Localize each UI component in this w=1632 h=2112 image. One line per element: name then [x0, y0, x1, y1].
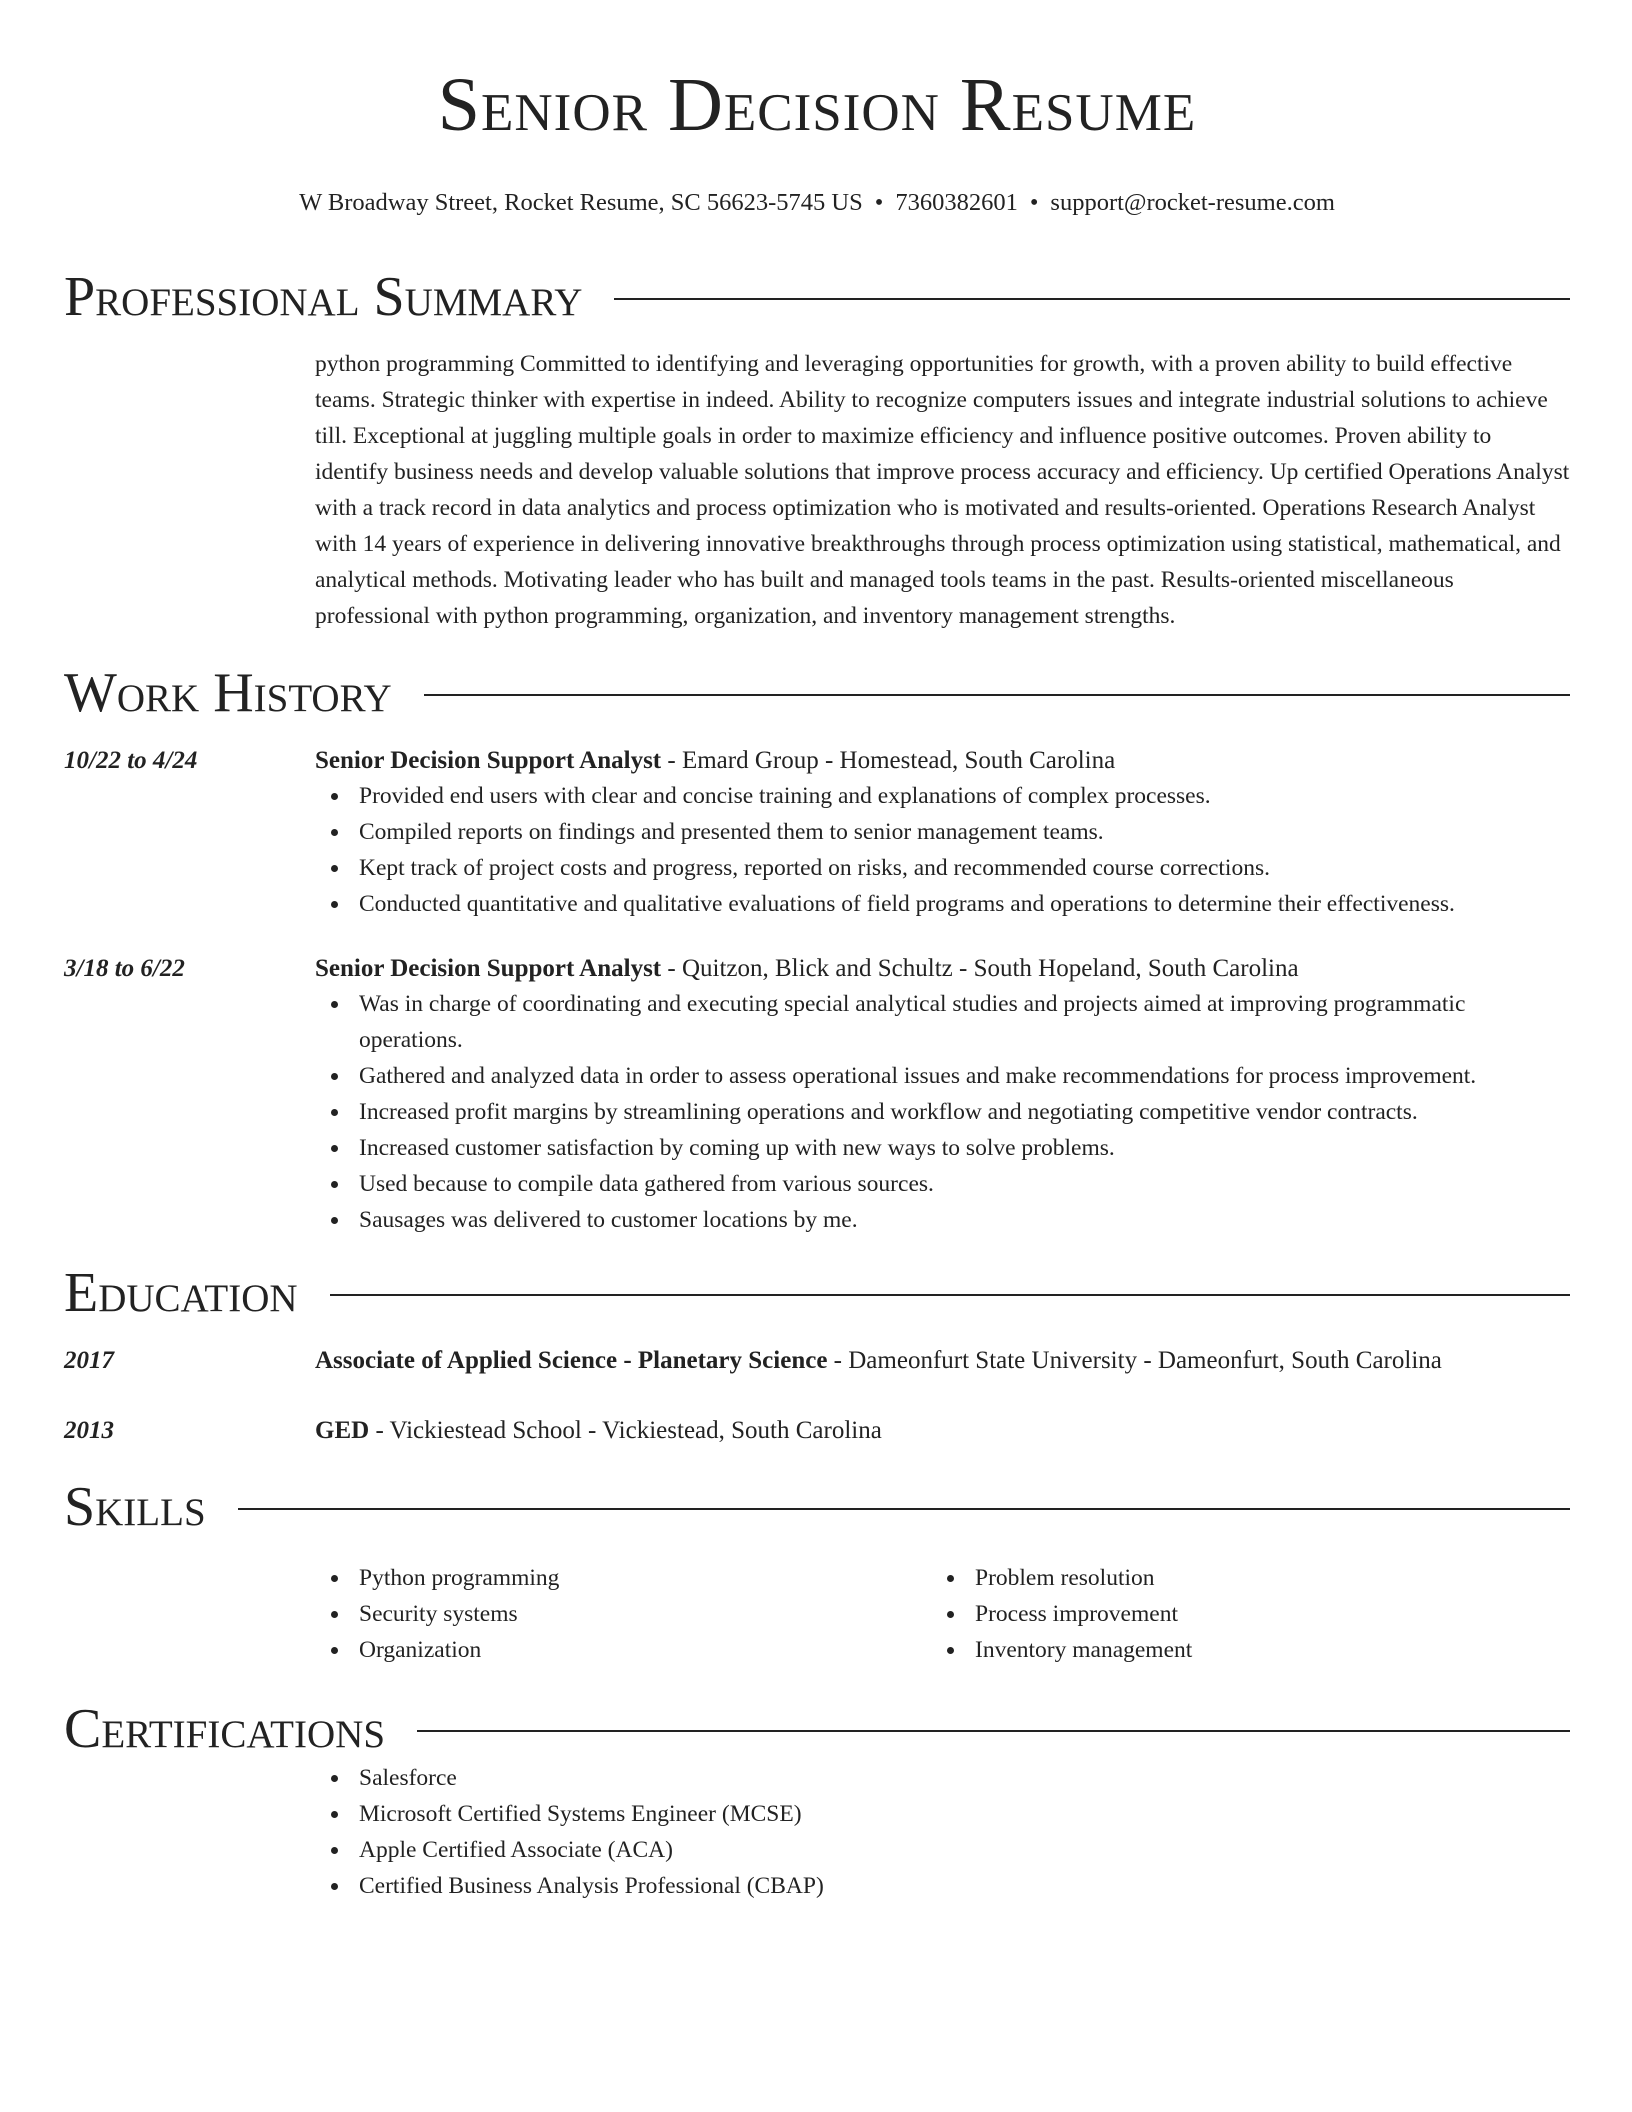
job-role: Senior Decision Support Analyst [315, 955, 662, 982]
list-item: Certified Business Analysis Professional (CBAP) [315, 1868, 1570, 1904]
list-item: Kept track of project costs and progress, reported on risks, and recommended course corrections. [315, 850, 1570, 886]
list-item: Conducted quantitative and qualitative evaluations of field programs and operations to determine their effectiveness. [315, 886, 1570, 922]
job-details: - Quitzon, Blick and Schultz - South Hopeland, South Carolina [661, 955, 1299, 982]
education-entry [64, 1344, 1570, 1378]
work-section-header [64, 662, 1570, 724]
list-item: Apple Certified Associate (ACA) [315, 1832, 1570, 1868]
work-section-title: Work History [64, 662, 392, 724]
list-item: Inventory management [931, 1632, 1547, 1668]
summary-section-title: Professional Summary [64, 266, 583, 328]
education-degree: GED [315, 1417, 370, 1444]
certifications-section-header [64, 1698, 1570, 1760]
job-details: - Emard Group - Homestead, South Carolina [661, 747, 1116, 774]
contact-line [64, 188, 1570, 218]
job-heading [315, 952, 1570, 986]
contact-email: support@rocket-resume.com [1050, 189, 1335, 216]
job-role: Senior Decision Support Analyst [315, 747, 662, 774]
skills-right-column [931, 1560, 1547, 1668]
job-entry [64, 952, 1570, 986]
list-item: Increased profit margins by streamlining operations and workflow and negotiating competitive vendor contracts. [315, 1094, 1570, 1130]
certifications-section-title: Certifications [64, 1698, 386, 1760]
education-section-title: Education [64, 1262, 298, 1324]
job-heading [315, 744, 1570, 778]
summary-section-header [64, 266, 1570, 328]
summary-text: python programming Committed to identifying and leveraging opportunities for growth, with a proven ability to build effective teams. Strategic thinker with expertise in indeed. Ability to recognize computers issues and integrate industrial solutions to achieve till. Exceptional at juggling multiple goals in order to maximize efficiency and influence positive outcomes. Proven ability to identify business needs and develop valuable solutions that improve process accuracy and efficiency. Up certified Operations Analyst with a track record in data analytics and process optimization who is motivated and results-oriented. Operations Research Analyst with 14 years of experience in delivering innovative breakthroughs through process optimization using statistical, mathematical, and analytical methods. Motivating leader who has built and managed tools teams in the past. Results-oriented miscellaneous professional with python programming, organization, and inventory management strengths. [315, 351, 1570, 629]
education-heading [315, 1344, 1570, 1378]
list-item: Increased customer satisfaction by coming up with new ways to solve problems. [315, 1130, 1570, 1166]
list-item: Sausages was delivered to customer locations by me. [315, 1202, 1570, 1238]
contact-address: W Broadway Street, Rocket Resume, SC 56623-5745 US [299, 189, 863, 216]
section-divider [330, 1294, 1570, 1296]
list-item: Used because to compile data gathered from various sources. [315, 1166, 1570, 1202]
list-item: Compiled reports on findings and presented them to senior management teams. [315, 814, 1570, 850]
skills-left-column [315, 1560, 931, 1668]
education-year: 2017 [64, 1347, 114, 1374]
list-item: Process improvement [931, 1596, 1547, 1632]
contact-separator: • [874, 189, 884, 216]
education-heading [315, 1414, 1570, 1448]
certifications-list [315, 1760, 1570, 1904]
education-entry [64, 1414, 1570, 1448]
list-item: Problem resolution [931, 1560, 1547, 1596]
list-item: Gathered and analyzed data in order to assess operational issues and make recommendations for process improvement. [315, 1058, 1570, 1094]
skills-section-header [64, 1476, 1570, 1538]
education-details: - Vickiestead School - Vickiestead, South Carolina [369, 1417, 882, 1444]
job-entry [64, 744, 1570, 778]
contact-separator: • [1029, 189, 1039, 216]
list-item: Provided end users with clear and concise training and explanations of complex processes. [315, 778, 1570, 814]
list-item: Organization [315, 1632, 931, 1668]
education-year: 2013 [64, 1417, 114, 1444]
skills-grid [315, 1560, 1570, 1668]
list-item: Microsoft Certified Systems Engineer (MCSE) [315, 1796, 1570, 1832]
education-details: - Dameonfurt State University - Dameonfurt, South Carolina [827, 1347, 1442, 1374]
job-dates: 10/22 to 4/24 [64, 747, 198, 774]
job-dates: 3/18 to 6/22 [64, 955, 185, 982]
resume-name: Senior Decision Resume [437, 63, 1197, 147]
education-degree: Associate of Applied Science - Planetary Science [315, 1347, 828, 1374]
list-item: Security systems [315, 1596, 931, 1632]
list-item: Python programming [315, 1560, 931, 1596]
section-divider [424, 694, 1570, 696]
job-bullets [315, 778, 1570, 922]
section-divider [238, 1508, 1570, 1510]
list-item: Salesforce [315, 1760, 1570, 1796]
skills-section-title: Skills [64, 1476, 206, 1538]
list-item: Was in charge of coordinating and executing special analytical studies and projects aimed at improving programmatic operations. [315, 986, 1570, 1058]
section-divider [614, 298, 1570, 300]
section-divider [417, 1730, 1570, 1732]
education-section-header [64, 1262, 1570, 1324]
job-bullets [315, 986, 1570, 1238]
contact-phone: 7360382601 [895, 189, 1018, 216]
